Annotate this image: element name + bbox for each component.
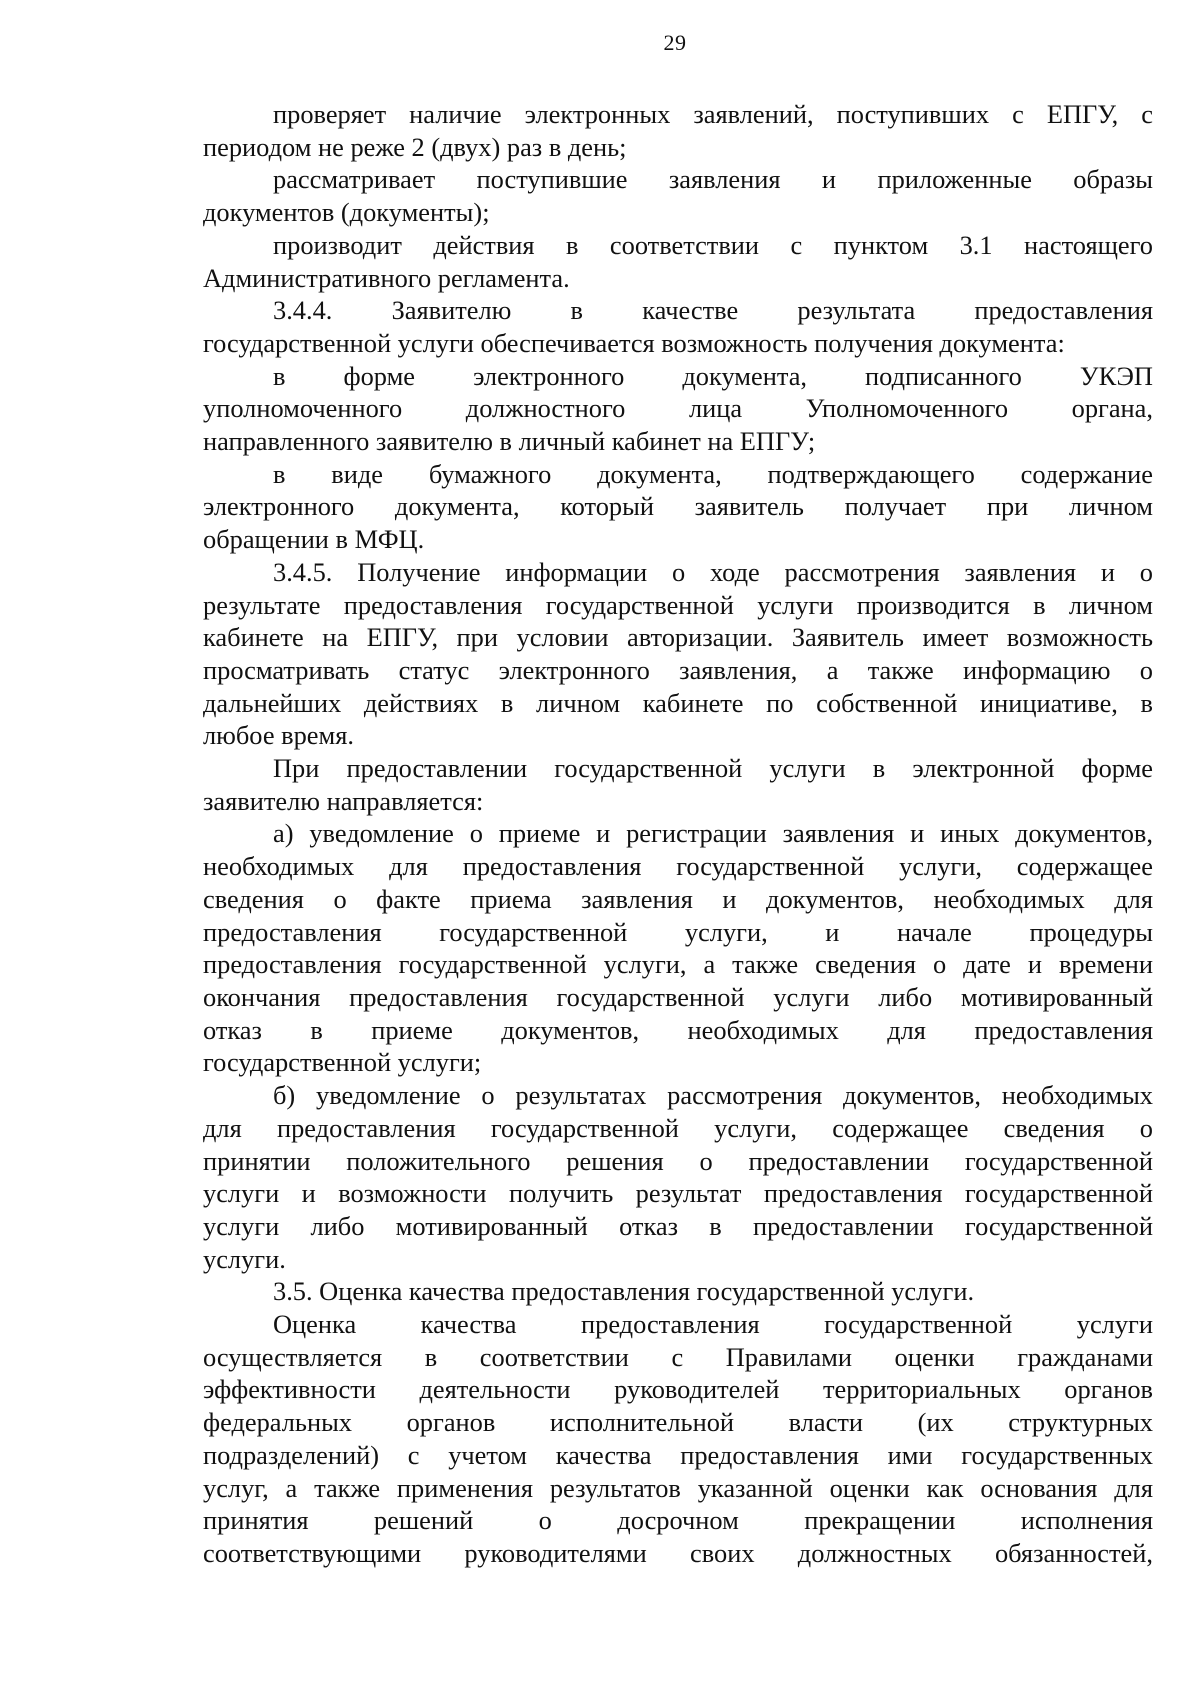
text-line: б) уведомление о результатах рассмотрения документов, необходимых — [273, 1080, 1153, 1111]
text-line: соответствующими руководителями своих должностных обязанностей, — [203, 1537, 1153, 1568]
paragraph — [203, 458, 1153, 556]
text-line: 3.4.5. Получение информации о ходе рассмотрения заявления и о — [273, 556, 1153, 587]
text-line: кабинете на ЕПГУ, при условии авторизации. Заявитель имеет возможность — [203, 622, 1153, 653]
text-line: предоставления государственной услуги, а также сведения о дате и времени — [203, 949, 1153, 980]
text-line: принятии положительного решения о предоставлении государственной — [203, 1145, 1153, 1176]
text-line: 3.5. Оценка качества предоставления государственной услуги. — [273, 1276, 975, 1307]
text-line: периодом не реже 2 (двух) раз в день; — [203, 131, 627, 162]
text-line: результате предоставления государственной услуги производится в личном — [203, 589, 1153, 620]
text-line: государственной услуги; — [203, 1047, 482, 1078]
text-line: 3.4.4. Заявителю в качестве результата предоставления — [273, 295, 1153, 326]
text-line: для предоставления государственной услуги, содержащее сведения о — [203, 1112, 1153, 1143]
text-line: услуг, а также применения результатов указанной оценки как основания для — [203, 1472, 1153, 1503]
text-line: услуги и возможности получить результат предоставления государственной — [203, 1178, 1153, 1209]
text-line: подразделений) с учетом качества предоставления ими государственных — [203, 1439, 1153, 1470]
paragraph — [203, 360, 1153, 458]
text-line: обращении в МФЦ. — [203, 524, 425, 555]
text-line: в виде бумажного документа, подтверждающего содержание — [273, 458, 1153, 489]
text-line: заявителю направляется: — [203, 785, 484, 816]
text-line: необходимых для предоставления государственной услуги, содержащее — [203, 851, 1153, 882]
text-line: рассматривает поступившие заявления и приложенные образы — [273, 164, 1153, 195]
paragraph — [203, 1275, 1153, 1308]
text-line: проверяет наличие электронных заявлений, поступивших с ЕПГУ, с — [273, 99, 1153, 129]
text-line: отказ в приеме документов, необходимых для предоставления — [203, 1014, 1153, 1045]
text-line: Оценка качества предоставления государственной услуги — [273, 1309, 1153, 1340]
paragraph — [203, 98, 1153, 163]
text-line: принятия решений о досрочном прекращении исполнения — [203, 1505, 1153, 1536]
text-line: уполномоченного должностного лица Уполномоченного органа, — [203, 393, 1153, 424]
text-line: любое время. — [203, 720, 354, 751]
text-line: При предоставлении государственной услуги в электронной форме — [273, 753, 1153, 784]
paragraph — [203, 1079, 1153, 1275]
text-line: в форме электронного документа, подписанного УКЭП — [273, 360, 1153, 391]
text-line: электронного документа, который заявитель получает при личном — [203, 491, 1153, 522]
text-line: дальнейших действиях в личном кабинете по собственной инициативе, в — [203, 687, 1153, 718]
paragraph — [203, 817, 1153, 1079]
text-line: документов (документы); — [203, 197, 490, 228]
paragraph — [203, 163, 1153, 228]
text-line: федеральных органов исполнительной власти (их структурных — [203, 1407, 1153, 1438]
text-line: эффективности деятельности руководителей территориальных органов — [203, 1374, 1153, 1405]
document-body — [203, 98, 1153, 1570]
text-line: производит действия в соответствии с пунктом 3.1 настоящего — [273, 229, 1153, 260]
paragraph — [203, 752, 1153, 817]
text-line: осуществляется в соответствии с Правилами оценки гражданами — [203, 1341, 1153, 1372]
paragraph — [203, 294, 1153, 359]
paragraph — [203, 1308, 1153, 1570]
text-line: услуги. — [203, 1243, 286, 1274]
page-number: 29 — [663, 30, 687, 55]
paragraph — [203, 229, 1153, 294]
text-line: услуги либо мотивированный отказ в предоставлении государственной — [203, 1210, 1153, 1241]
text-line: предоставления государственной услуги, и начале процедуры — [203, 916, 1153, 947]
paragraph — [203, 556, 1153, 752]
text-line: Административного регламента. — [203, 262, 570, 293]
text-line: окончания предоставления государственной услуги либо мотивированный — [203, 981, 1153, 1012]
text-line: а) уведомление о приеме и регистрации заявления и иных документов, — [273, 818, 1153, 849]
text-line: государственной услуги обеспечивается возможность получения документа: — [203, 327, 1065, 358]
text-line: сведения о факте приема заявления и документов, необходимых для — [203, 883, 1153, 914]
text-line: направленного заявителю в личный кабинет на ЕПГУ; — [203, 426, 816, 457]
text-line: просматривать статус электронного заявления, а также информацию о — [203, 654, 1153, 685]
